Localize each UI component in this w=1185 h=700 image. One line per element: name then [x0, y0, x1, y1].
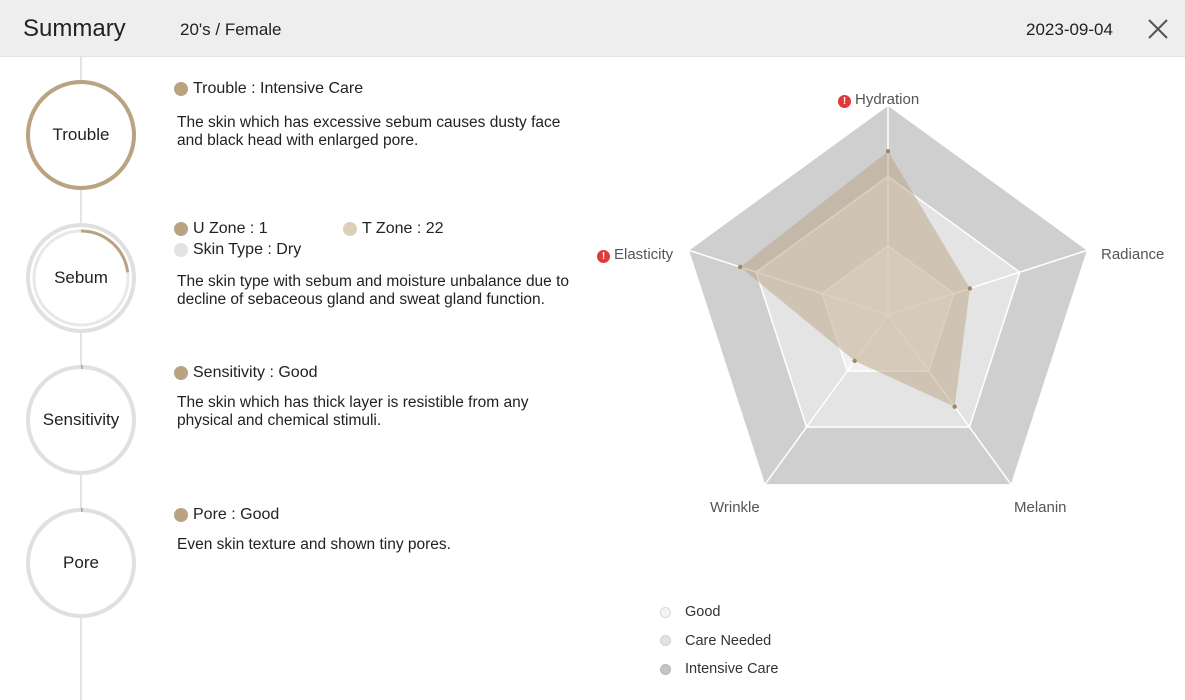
ring-label: Sebum: [54, 268, 108, 287]
radar-point-hydration: [886, 149, 890, 153]
description-line: decline of sebaceous gland and sweat gland function.: [177, 291, 545, 308]
section-trouble: [174, 79, 594, 150]
section-pore: [174, 505, 594, 554]
status-dot: [174, 222, 188, 236]
exclamation-icon: !: [838, 95, 851, 108]
section-sebum: [174, 219, 594, 309]
legend-dot: [660, 664, 671, 675]
tag-label: Skin Type : Dry: [193, 241, 302, 258]
status-dot: [174, 82, 188, 96]
radar-chart: [590, 85, 1185, 525]
exclamation-icon: !: [597, 250, 610, 263]
description-line: The skin which has excessive sebum causes dusty face: [177, 114, 561, 131]
legend-dot: [660, 607, 671, 618]
legend: [660, 598, 779, 684]
axis-label-melanin: [1014, 499, 1067, 516]
tag-label: Trouble : Intensive Care: [193, 80, 364, 97]
tag-row: [174, 240, 594, 260]
legend-dot: [660, 635, 671, 646]
tag-label: Pore : Good: [193, 506, 280, 523]
ring-trouble[interactable]: [25, 79, 137, 191]
ring-label: Sensitivity: [42, 410, 120, 429]
description-line: and black head with enlarged pore.: [177, 132, 419, 149]
section-description: [177, 114, 594, 150]
description-line: The skin which has thick layer is resistible from any: [177, 394, 529, 411]
axis-label-text: Wrinkle: [710, 499, 760, 516]
axis-label-hydration: [838, 91, 919, 108]
section-description: [177, 394, 594, 430]
status-dot: [174, 366, 188, 380]
tag-label: T Zone : 22: [362, 220, 444, 237]
tag-pore: [174, 505, 594, 525]
report-date: 2023-09-04: [1026, 20, 1113, 39]
summary-header: [0, 0, 1185, 57]
axis-label-text: Elasticity: [614, 246, 674, 263]
legend-label: Care Needed: [685, 632, 772, 649]
tag-sensitivity: [174, 363, 594, 383]
tag-trouble: [174, 79, 594, 99]
tag-row: [174, 219, 594, 239]
axis-label-text: Radiance: [1101, 246, 1165, 263]
legend-item-good: [660, 598, 779, 627]
ring-sebum[interactable]: [25, 222, 137, 334]
description-line: The skin type with sebum and moisture unbalance due to: [177, 273, 570, 290]
radar-point-radiance: [968, 286, 972, 290]
radar-point-elasticity: [738, 265, 742, 269]
status-dot: [174, 243, 188, 257]
axis-label-text: Hydration: [855, 91, 920, 108]
legend-item-care-needed: [660, 627, 779, 656]
status-dot: [174, 508, 188, 522]
age-gender-label: 20's / Female: [180, 20, 282, 39]
description-line: physical and chemical stimuli.: [177, 412, 382, 429]
status-dot: [343, 222, 357, 236]
radar-point-wrinkle: [852, 359, 856, 363]
axis-label-radiance: [1101, 246, 1164, 263]
ring-label: Trouble: [52, 125, 110, 144]
section-description: [177, 536, 594, 554]
legend-item-intensive-care: [660, 655, 779, 684]
ring-label: Pore: [63, 553, 99, 572]
section-sensitivity: [174, 363, 594, 430]
page-title: Summary: [23, 15, 126, 42]
legend-label: Intensive Care: [685, 661, 779, 678]
axis-label-wrinkle: [710, 499, 760, 516]
tag-label: Sensitivity : Good: [193, 364, 318, 381]
description-line: Even skin texture and shown tiny pores.: [177, 536, 451, 553]
axis-label-text: Melanin: [1014, 499, 1067, 516]
section-description: [177, 273, 594, 309]
tag-label: U Zone : 1: [193, 220, 268, 237]
ring-sensitivity[interactable]: [25, 364, 137, 476]
legend-label: Good: [685, 604, 721, 621]
close-icon[interactable]: [1146, 17, 1170, 41]
radar-graphic: [590, 85, 1185, 525]
ring-pore[interactable]: [25, 507, 137, 619]
axis-label-elasticity: [597, 246, 673, 263]
radar-point-melanin: [952, 405, 956, 409]
